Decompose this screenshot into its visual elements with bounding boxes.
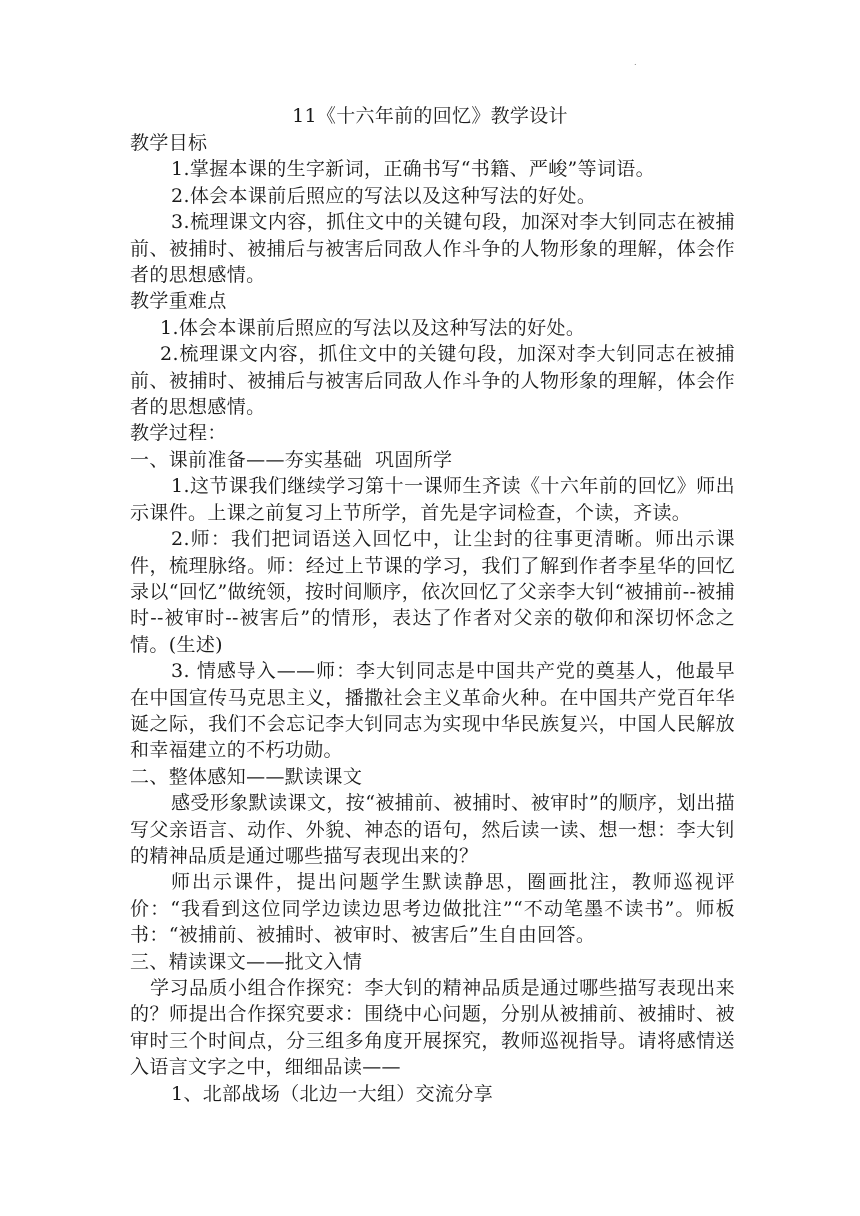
process-paragraph-3: 3. 情感导入——师：李大钊同志是中国共产党的奠基人，他最早在中国宣传马克思主义，播撒社会主义革命火种。在中国共产党百年华诞之际，我们不会忘记李大钊同志为实现中华民族复兴，中国人民解放和幸福建立的不朽功勋。	[130, 660, 735, 762]
reading-paragraph-1: 学习品质小组合作探究：李大钊的精神品质是通过哪些描写表现出来的？师提出合作探究要求：围绕中心问题，分别从被捕前、被捕时、被审时三个时间点，分三组多角度开展探究，教师巡视指导。请将感情送入语言文字之中，细细品读——	[130, 977, 735, 1079]
heading-teaching-goals: 教学目标	[130, 132, 208, 154]
document-body	[130, 130, 735, 1107]
heading-key-difficulties: 教学重难点	[130, 290, 227, 313]
heading-teaching-process: 教学过程：	[130, 422, 227, 445]
process-paragraph-1: 1.这节课我们继续学习第十一课师生齐读《十六年前的回忆》师出示课件。上课之前复习上节所学，首先是字词检查，个读，齐读。	[130, 475, 735, 524]
goal-item-1: 1.掌握本课的生字新词，正确书写“书籍、严峻”等词语。	[171, 158, 656, 181]
reading-paragraph-2: 1、北部战场（北边一大组）交流分享	[171, 1082, 494, 1105]
goal-item-3: 3.梳理课文内容，抓住文中的关键句段，加深对李大钊同志在被捕前、被捕时、被捕后与被害后同敌人作斗争的人物形象的理解，体会作者的思想感情。	[130, 211, 735, 287]
perception-paragraph-1: 感受形象默读课文，按“被捕前、被捕时、被审时”的顺序，划出描写父亲语言、动作、外貌、神态的语句，然后读一读、想一想：李大钊的精神品质是通过哪些描写表现出来的？	[130, 792, 735, 867]
document-title: 11《十六年前的回忆》教学设计	[292, 105, 568, 127]
goal-item-2: 2.体会本课前后照应的写法以及这种写法的好处。	[171, 184, 597, 207]
section-heading-1: 一、课前准备——夯实基础 巩固所学	[130, 448, 453, 471]
page-dot: .	[634, 58, 637, 67]
section-heading-3: 三、精读课文——批文入情	[130, 950, 363, 973]
key-item-1: 1.体会本课前后照应的写法以及这种写法的好处。	[160, 316, 586, 339]
key-item-2: 2.梳理课文内容，抓住文中的关键句段，加深对李大钊同志在被捕前、被捕时、被捕后与被害后同敌人作斗争的人物形象的理解，体会作者的思想感情。	[130, 343, 735, 419]
process-paragraph-2: 2.师：我们把词语送入回忆中，让尘封的往事更清晰。师出示课件，梳理脉络。师：经过上节课的学习，我们了解到作者李星华的回忆录以“回忆”做统领，按时间顺序，依次回忆了父亲李大钊“被捕前--被捕时--被审时--被害后”的情形，表达了作者对父亲的敬仰和深切怀念之情。(生述)	[130, 528, 735, 656]
section-heading-2: 二、整体感知——默读课文	[130, 765, 363, 788]
perception-paragraph-2: 师出示课件，提出问题学生默读静思，圈画批注，教师巡视评价：“我看到这位同学边读边思考边做批注”“不动笔墨不读书”。师板书：“被捕前、被捕时、被审时、被害后”生自由回答。	[130, 871, 735, 947]
